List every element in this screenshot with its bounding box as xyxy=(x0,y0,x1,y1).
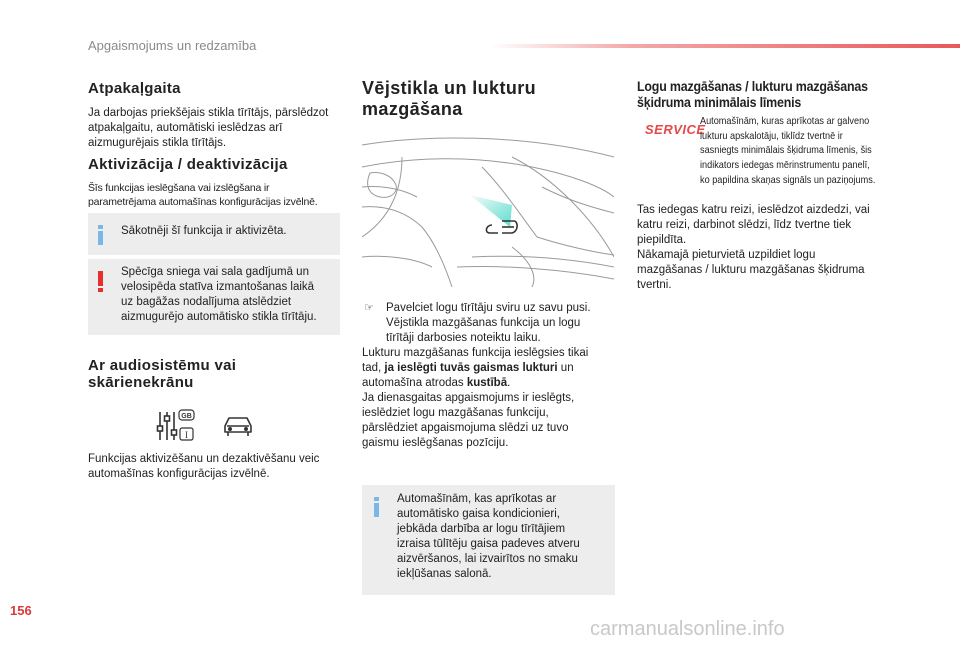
car-front-illustration xyxy=(362,127,614,287)
info-box-air-conditioning xyxy=(362,485,615,595)
service-text-line: Automašīnām, kuras aprīkotas ar galveno xyxy=(700,116,870,127)
ac-info-line: Automašīnām, kas aprīkotas ar xyxy=(397,493,557,505)
warning-box-snow xyxy=(88,259,340,335)
activation-body-line: Šīs funkcijas ieslēgšana vai izslēgšana ir xyxy=(88,182,270,194)
page-number: 156 xyxy=(10,603,32,618)
section-title-audio-line: Ar audiosistēmu vai xyxy=(88,357,237,374)
audio-body-line: automašīnas konfigurācijas izvēlnē. xyxy=(88,468,270,480)
header-accent-bar xyxy=(490,44,960,48)
bullet-line: tīrītāji darbosies noteiktu laiku. xyxy=(386,332,541,344)
info-box-default xyxy=(88,213,340,255)
warning-line: velosipēda statīva izmantošanas laikā xyxy=(121,281,315,293)
section-reverse-gear xyxy=(88,80,348,151)
warning-icon xyxy=(98,271,103,293)
fluid-body-line: tvertni. xyxy=(637,279,672,291)
reverse-body-line: Ja darbojas priekšējais stikla tīrītājs, pārslēdzot xyxy=(88,107,329,119)
service-text-line: ko papildina skaņas signāls un paziņojums. xyxy=(700,174,876,186)
warning-line: aizmugurējo automātisko stikla tīrītāju. xyxy=(121,311,317,323)
headlamp-wash-line: automašīna atrodas kustībā. xyxy=(362,377,511,389)
warning-line: uz bagāžas nodalījuma atslēdziet xyxy=(121,296,292,308)
service-text-line: lukturu apskalotāju, tiklīdz tvertnē ir xyxy=(700,130,843,142)
pointer-bullet-icon: ☞ xyxy=(364,302,374,314)
section-washer-title xyxy=(362,78,612,120)
ac-info-line: automātisko gaisa kondicionieri, xyxy=(397,508,561,520)
service-text-line: indikators iedegas mērinstrumentu panelī, xyxy=(700,160,870,172)
page-header-title: Apgaismojums un redzamība xyxy=(88,38,257,53)
settings-sliders-icon xyxy=(158,412,177,440)
fluid-title-line: Logu mazgāšanas / lukturu mazgāšanas xyxy=(637,79,868,94)
section-title-activation: Aktivizācija / deaktivizācija xyxy=(88,156,288,173)
section-fluid-level-title xyxy=(637,79,937,111)
activation-body-line: parametrējama automašīnas konfigurācijas izvēlnē. xyxy=(88,196,318,208)
fluid-body-line: mazgāšanas / lukturu mazgāšanas šķidruma xyxy=(637,264,865,276)
bullet-line: Pavelciet logu tīrītāju sviru uz savu pusi. xyxy=(386,302,591,314)
info-icon xyxy=(98,225,103,245)
drl-line: gaismu ieslēgšanas pozīciju. xyxy=(362,437,509,449)
service-warning-icon: SERVICE xyxy=(645,122,706,137)
service-text-line: sasniegts minimālais šķidruma līmenis, šis xyxy=(700,145,872,157)
audio-touchscreen-icons xyxy=(155,408,255,444)
ac-info-line: izraisa tūlītēju gaisa padeves atveru xyxy=(397,538,580,550)
drl-line: Ja dienasgaitas apgaismojums ir ieslēgts, xyxy=(362,392,575,404)
ac-info-line: jebkāda darbība ar logu tīrītājiem xyxy=(397,523,566,535)
drl-line: pārslēdziet apgaismojuma slēdzi uz tuvo xyxy=(362,422,569,434)
fluid-body-line: piepildīta. xyxy=(637,234,687,246)
audio-body-line: Funkcijas aktivizēšanu un dezaktivēšanu veic xyxy=(88,453,320,465)
audio-body xyxy=(88,452,348,482)
fluid-body-line: Nākamajā pieturvietā uzpildiet logu xyxy=(637,249,816,261)
reverse-body-line: atpakaļgaitu, automātiski ieslēdzas arī xyxy=(88,122,283,134)
fluid-title-line: šķidruma minimālais līmenis xyxy=(637,95,802,110)
washer-title-line: mazgāšana xyxy=(362,99,463,119)
headlamp-wash-line: Lukturu mazgāšanas funkcija ieslēgsies tikai xyxy=(362,347,589,359)
headlamp-wash-line: tad, ja ieslēgti tuvās gaismas lukturi un xyxy=(362,362,574,374)
washer-title-line: Vējstikla un lukturu xyxy=(362,78,537,98)
ac-info-line: aizvēršanos, lai izvairītos no smaku xyxy=(397,553,578,565)
service-text xyxy=(700,115,940,189)
fluid-body-line: Tas iedegas katru reizi, ieslēdzot aizdedzi, vai xyxy=(637,204,870,216)
section-activation xyxy=(88,156,353,209)
gb-label: GB xyxy=(181,413,192,420)
section-title-reverse: Atpakaļgaita xyxy=(88,80,181,97)
gb-language-badge xyxy=(179,410,194,420)
info-box-text: Sākotnēji šī funkcija ir aktivizēta. xyxy=(121,225,287,237)
fluid-body xyxy=(637,203,897,293)
section-title-audio-line: skārienekrānu xyxy=(88,374,194,391)
info-badge xyxy=(180,428,193,440)
reverse-body-line: aizmugurējais stikla tīrītājs. xyxy=(88,137,227,149)
section-audio-touchscreen xyxy=(88,357,348,391)
car-icon xyxy=(225,418,251,436)
washer-instructions xyxy=(362,301,614,451)
ac-info-line: iekļūšanas salonā. xyxy=(397,568,492,580)
warning-line: Spēcīga sniega vai sala gadījumā un xyxy=(121,266,309,278)
headlamp-washer-symbol xyxy=(486,221,517,233)
drl-line: ieslēdziet logu mazgāšanas funkciju, xyxy=(362,407,549,419)
bullet-line: Vējstikla mazgāšanas funkcija un logu xyxy=(386,317,581,329)
watermark-text: carmanualsonline.info xyxy=(590,618,785,640)
i-label: I xyxy=(185,430,188,440)
fluid-body-line: katru reizi, darbinot slēdzi, līdz tvertne tiek xyxy=(637,219,852,231)
info-icon xyxy=(374,497,379,517)
